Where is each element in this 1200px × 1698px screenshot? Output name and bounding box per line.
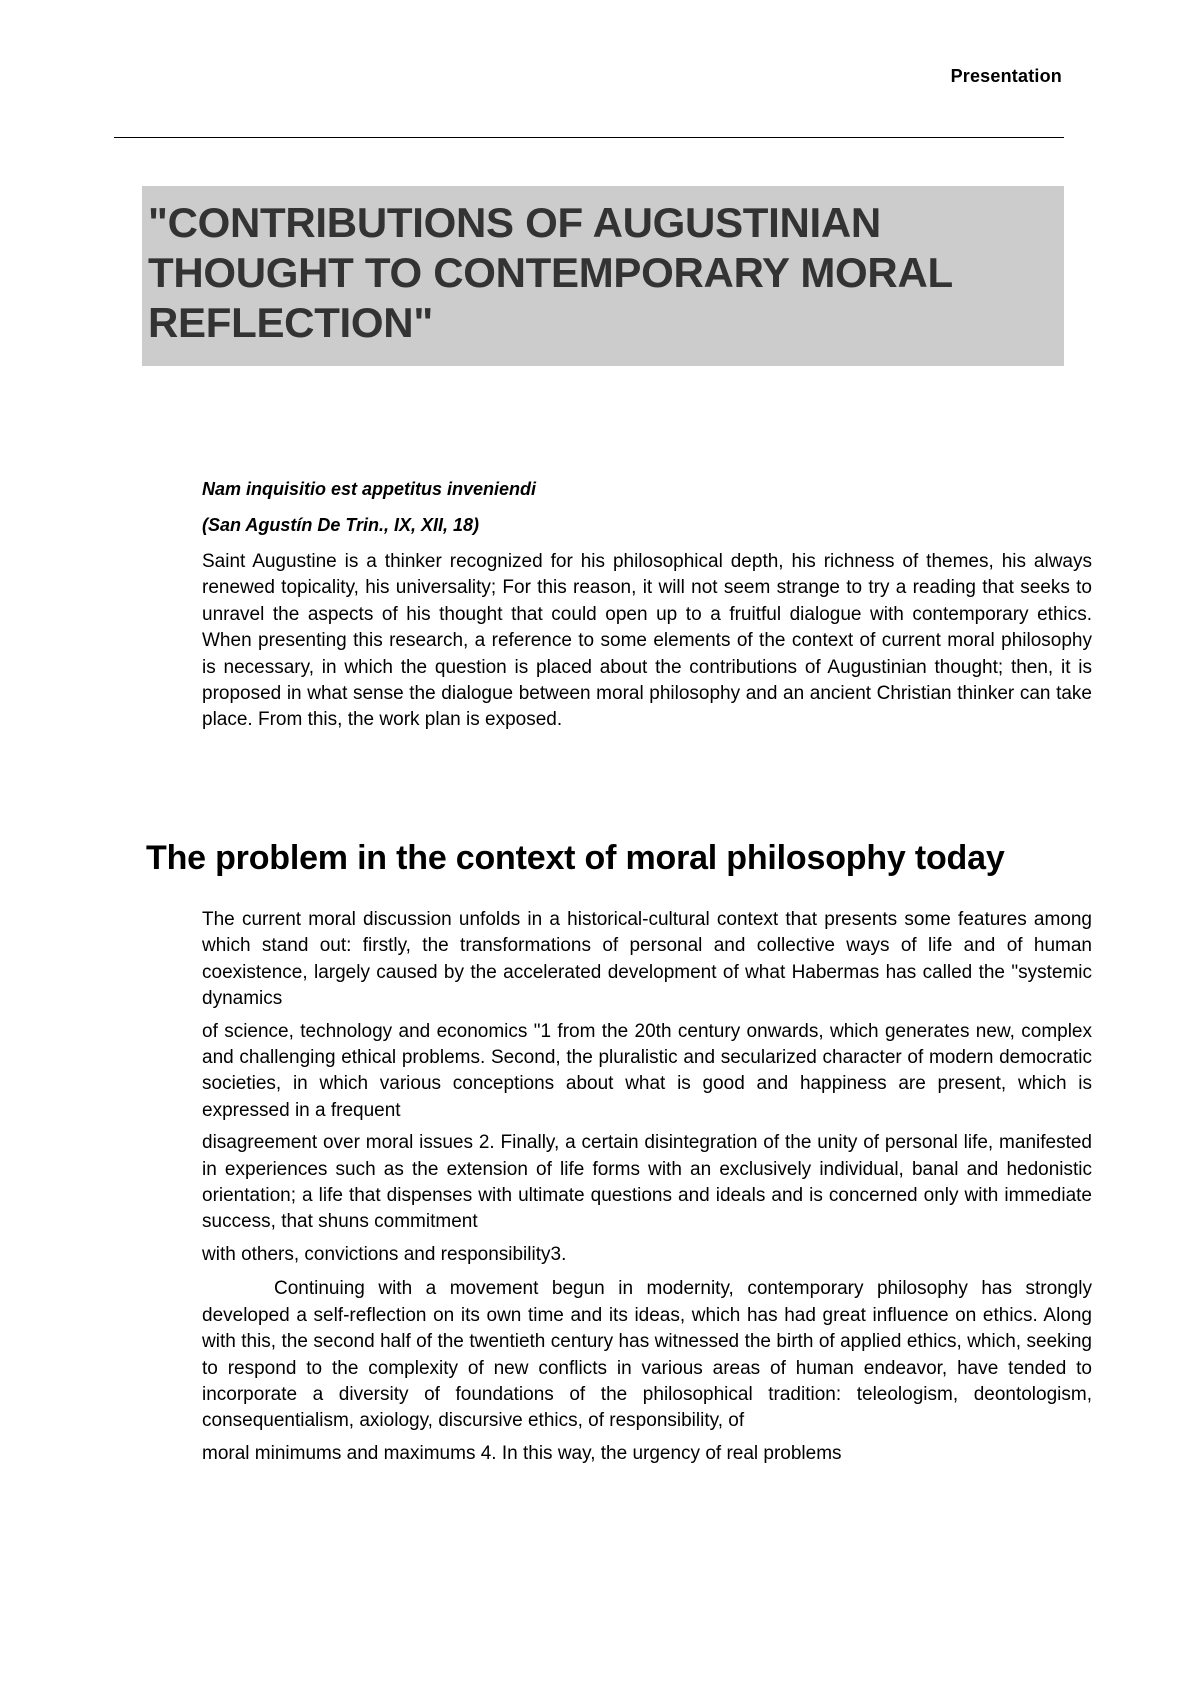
document-title: "CONTRIBUTIONS OF AUGUSTINIAN THOUGHT TO CONTEMPORARY MORAL REFLECTION" xyxy=(148,199,953,346)
intro-section xyxy=(202,549,1092,734)
section-paragraph: disagreement over moral issues 2. Finally, a certain disintegration of the unity of personal life, manifested in experiences such as the extension of life forms with an exclusively individual, banal and hedonistic orientation; a life that dispenses with ultimate questions and ideals and is concerned only with immediate success, that shuns commitment xyxy=(202,1132,1092,1233)
section-heading: The problem in the context of moral philosophy today xyxy=(146,839,1005,877)
epigraph-quote: Nam inquisitio est appetitus inveniendi xyxy=(202,479,537,499)
intro-paragraph: Saint Augustine is a thinker recognized for his philosophical depth, his richness of themes, his always renewed topicality, his universality; For this reason, it will not seem strange to try a reading that seeks to unravel the aspects of his thought that could open up to a fruitful dialogue with contemporary ethics. When presenting this research, a reference to some elements of the context of current moral philosophy is necessary, in which the question is placed about the contributions of Augustinian thought; then, it is proposed in what sense the dialogue between moral philosophy and an ancient Christian thinker can take place. From this, the work plan is exposed. xyxy=(202,551,1092,731)
section-paragraph: Continuing with a movement begun in modernity, contemporary philosophy has strongly developed a self-reflection on its own time and its ideas, which has had great influence on ethics. Along with this, the second half of the twentieth century has witnessed the birth of applied ethics, which, seeking to respond to the complexity of new conflicts in various areas of human endeavor, have tended to incorporate a diversity of foundations of the philosophical tradition: teleologism, deontologism, consequentialism, axiology, discursive ethics, of responsibility, of xyxy=(202,1278,1092,1432)
running-header: Presentation xyxy=(950,66,1062,86)
section-paragraph: moral minimums and maximums 4. In this way, the urgency of real problems xyxy=(202,1442,842,1464)
section-paragraph: with others, convictions and responsibility3. xyxy=(202,1243,567,1265)
section-paragraph: of science, technology and economics "1 from the 20th century onwards, which generates new, complex and challenging ethical problems. Second, the pluralistic and secularized character of modern democratic societies, in which various conceptions about what is good and happiness are present, which is expressed in a frequent xyxy=(202,1020,1092,1121)
epigraph-citation: (San Agustín De Trin., IX, XII, 18) xyxy=(202,515,480,535)
epigraph xyxy=(202,478,1092,550)
header-rule xyxy=(114,137,1064,138)
title-box xyxy=(142,186,1064,366)
section-body xyxy=(202,907,1092,1473)
section-paragraph: The current moral discussion unfolds in a historical-cultural context that presents some features among which stand out: firstly, the transformations of personal and collective ways of life and of human coexistence, largely caused by the accelerated development of what Habermas has called the "systemic dynamics xyxy=(202,909,1092,1010)
